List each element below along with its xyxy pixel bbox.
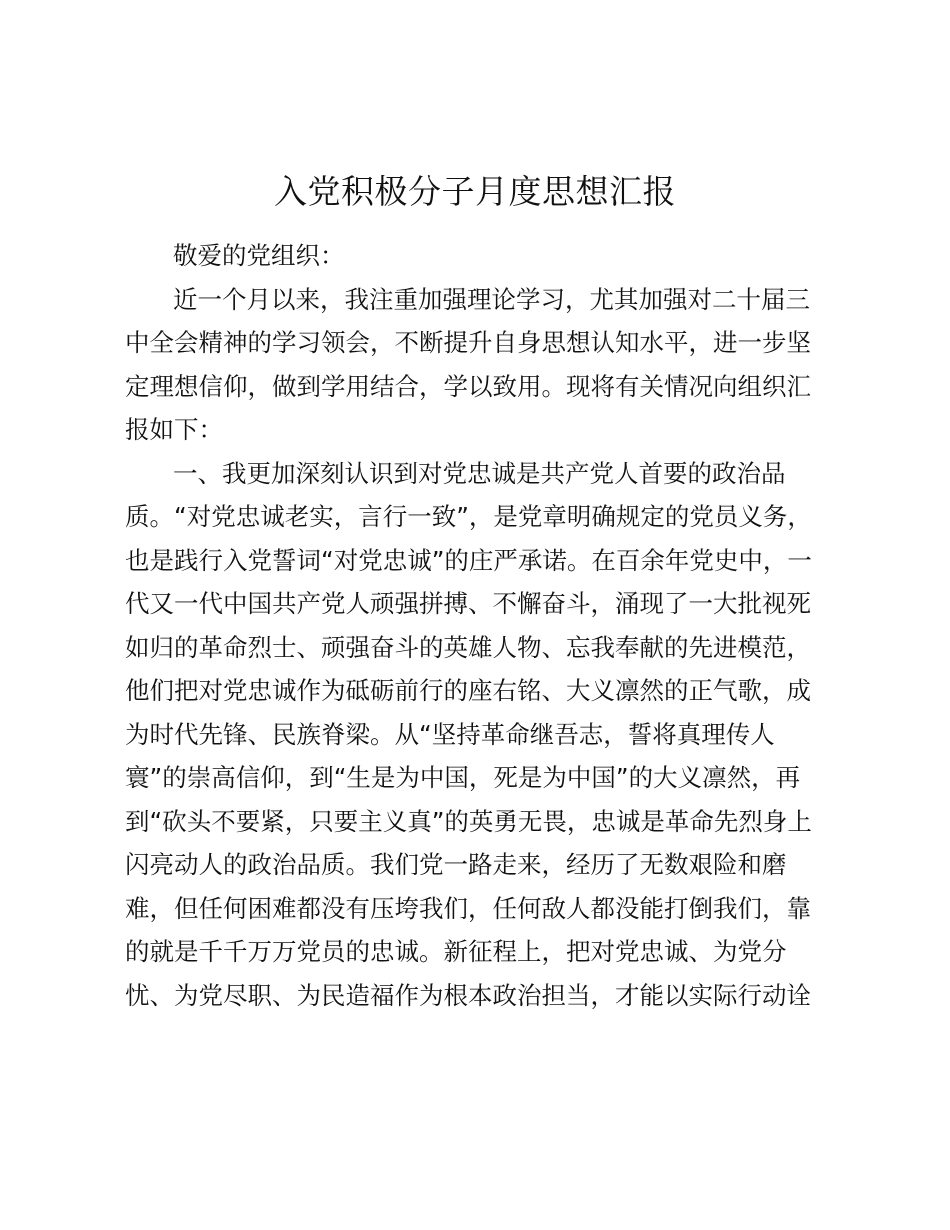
paragraph-line: 中全会精神的学习领会，不断提升自身思想认知水平，进一步坚 (125, 328, 811, 357)
paragraph-line: 的就是千千万万党员的忠诚。新征程上，把对党忠诚、为党分 (125, 937, 787, 966)
paragraph-line: 报如下： (125, 415, 223, 444)
paragraph-line: 代又一代中国共产党人顽强拼搏、不懈奋斗，涌现了一大批视死 (125, 589, 811, 618)
paragraph-line: 忧、为党尽职、为民造福作为根本政治担当，才能以实际行动诠 (125, 980, 811, 1010)
salutation: 敬爱的党组织： (173, 241, 345, 270)
document-title: 入党积极分子月度思想汇报 (274, 172, 676, 211)
paragraph-line: 闪亮动人的政治品质。我们党一路走来，经历了无数艰险和磨 (125, 850, 787, 879)
paragraph-line: 如归的革命烈士、顽强奋斗的英雄人物、忘我奉献的先进模范， (125, 632, 811, 662)
paragraph-line: 质。“对党忠诚老实，言行一致”，是党章明确规定的党员义务， (125, 502, 812, 531)
paragraph-line: 到“砍头不要紧，只要主义真”的英勇无畏，忠诚是革命先烈身上 (125, 806, 812, 836)
paragraph-line: 近一个月以来，我注重加强理论学习，尤其加强对二十届三 (173, 284, 810, 314)
paragraph-line: 一、我更加深刻认识到对党忠诚是共产党人首要的政治品 (173, 458, 786, 488)
paragraph-line: 也是践行入党誓词“对党忠诚”的庄严承诺。在百余年党史中，一 (125, 545, 812, 575)
paragraph-line: 寰”的崇高信仰，到“生是为中国，死是为中国”的大义凛然，再 (125, 763, 801, 792)
document-body (125, 234, 825, 1017)
paragraph-line: 他们把对党忠诚作为砥砺前行的座右铭、大义凛然的正气歌，成 (125, 676, 811, 705)
paragraph-line: 定理想信仰，做到学用结合，学以致用。现将有关情况向组织汇 (125, 371, 811, 401)
paragraph-line: 难，但任何困难都没有压垮我们，任何敌人都没能打倒我们，靠 (125, 893, 811, 923)
paragraph-line: 为时代先锋、民族脊梁。从“坚持革命继吾志，誓将真理传人 (125, 719, 775, 749)
